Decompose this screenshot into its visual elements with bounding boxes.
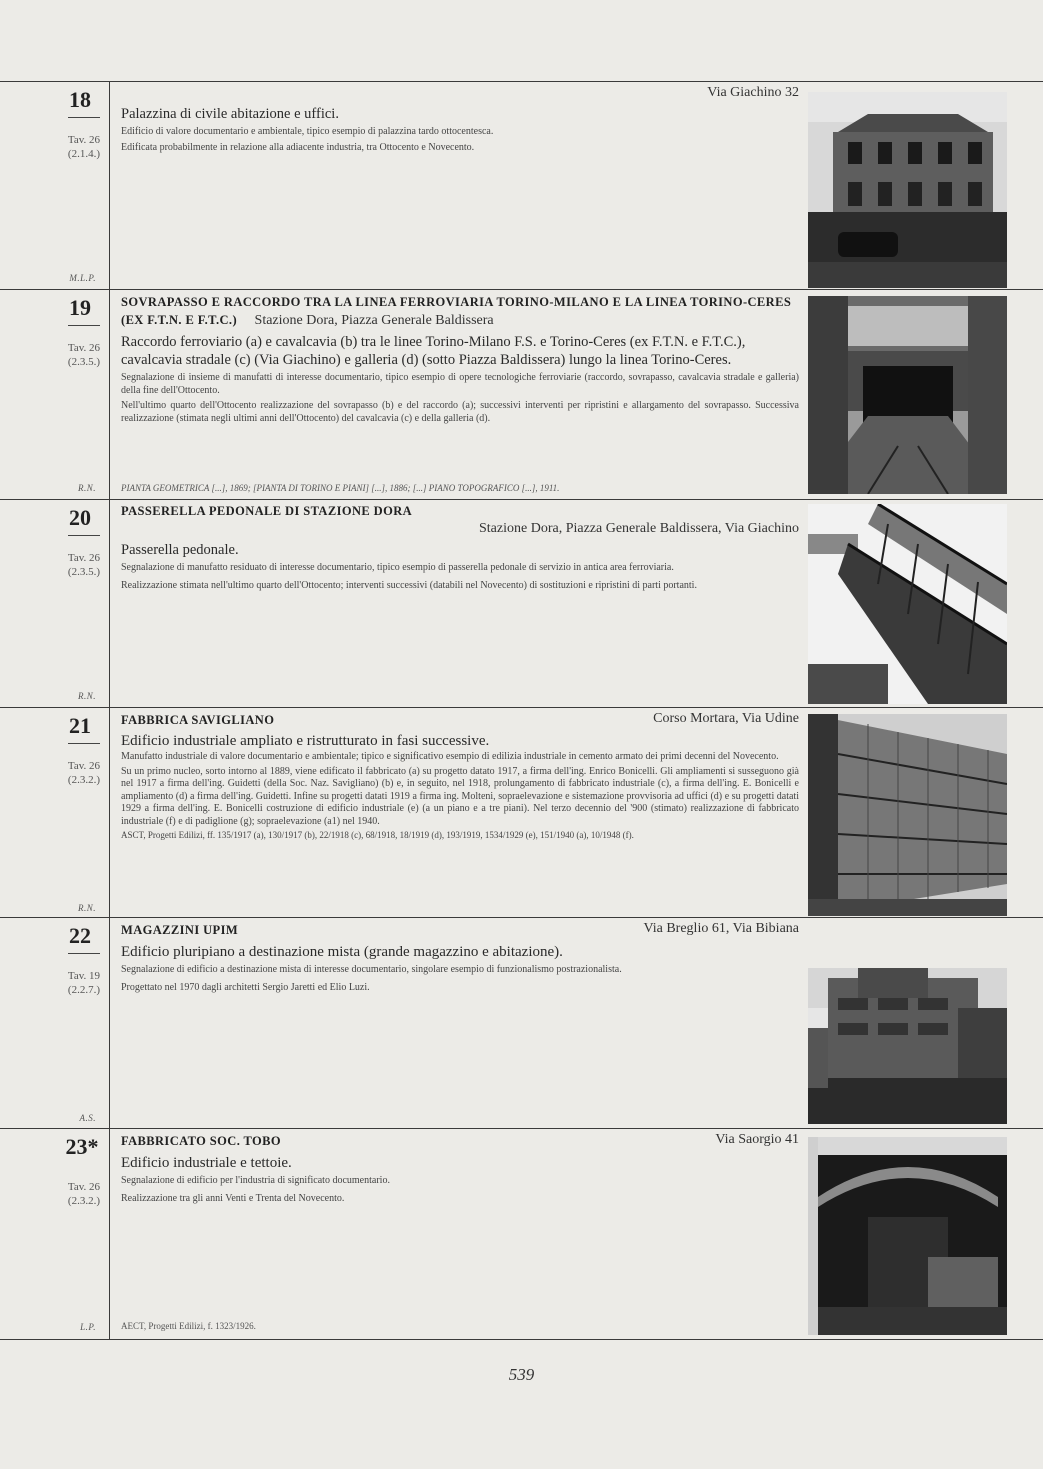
tav-label: Tav. 26 bbox=[67, 342, 100, 354]
note-2: Su un primo nucleo, sorto intorno al 1889, viene edificato il fabbricato (a) su progetto datato 1917, a firma dell'ing. Enrico Bonicelli. Gli ampliamenti si susseguono già nel 1917 a firma dell'ing. Guidetti (della Soc. Naz. Savigliano) (b) e, in seguito, nel 1918, prolungamento di fabbricato industriale (c), a firma dell'ing. E. Bonicelli e ampliamento (d) a firma dell'ing. Guidetti. Infine su progetti datati 1919 a firma ing. Molteni, sopraelevazione e sistemazione provvisoria ad uffici (d) e su progetti datati 1929 a firma dell'ing. E. Bonicelli costruzione di edificio industriale (e) (a un piano e a tre piani). Nel terzo decennio del '900 (stimato) realizzazione di fabbricato industriale (f) e di padiglione (g); sopraelevazione (a1) nel 1940. bbox=[121, 765, 799, 827]
description: Palazzina di civile abitazione e uffici. bbox=[121, 106, 339, 122]
description: Edificio industriale ampliato e ristrutturato in fasi successive. bbox=[121, 733, 490, 749]
description: Passerella pedonale. bbox=[121, 542, 239, 558]
note-1: Segnalazione di manufatto residuato di interesse documentario, tipico esempio di passerella pedonale di servizio in antica area ferroviaria. bbox=[121, 562, 674, 573]
entry-22 bbox=[0, 917, 1043, 1128]
address: Via Breglio 61, Via Bibiana bbox=[643, 921, 799, 936]
author-initials: R.N. bbox=[77, 903, 96, 913]
tavola-ref bbox=[48, 759, 100, 787]
tavola-ref bbox=[48, 1180, 100, 1208]
address: Via Saorgio 41 bbox=[715, 1132, 799, 1147]
author-initials: A.S. bbox=[79, 1113, 96, 1123]
entry-20 bbox=[0, 499, 1043, 707]
source-text: ASCT, Progetti Edilizi, ff. 135/1917 (a), 130/1917 (b), 22/1918 (c), 68/1918, 18/1919 (d), 193/1919, 1534/1929 (e), 151/1940 (a), 10/1948 (f). bbox=[121, 830, 634, 840]
entry-title: FABBRICA SAVIGLIANO bbox=[121, 713, 275, 727]
tav-label: Tav. 26 bbox=[67, 760, 100, 772]
photo-department-store bbox=[808, 968, 1007, 1124]
note-2: Realizzazione stimata nell'ultimo quarto dell'Ottocento; interventi successivi (databili nel Novecento) di sostituzioni e ripristini di parti portanti. bbox=[121, 579, 697, 591]
author-initials: R.N. bbox=[77, 691, 96, 701]
entry-number: 22 bbox=[69, 923, 91, 948]
tav-code: (2.3.2.) bbox=[67, 1195, 100, 1207]
note-2: Realizzazione tra gli anni Venti e Trenta del Novecento. bbox=[121, 1192, 345, 1204]
note-1: Segnalazione di edificio a destinazione mista di interesse documentario, singolare esempio di funzionalismo postrazionalista. bbox=[121, 964, 622, 975]
title-text: SOVRAPASSO E RACCORDO TRA LA LINEA FERROVIARIA TORINO-MILANO E LA LINEA TORINO-CERES (EX F.T.N. E F.T.C.) bbox=[121, 295, 792, 327]
note-2: Progettato nel 1970 dagli architetti Sergio Jaretti ed Elio Luzi. bbox=[121, 981, 370, 993]
photo-palazzina bbox=[808, 92, 1007, 288]
entry-content bbox=[121, 1132, 799, 1205]
tav-label: Tav. 26 bbox=[67, 134, 100, 146]
number-underline bbox=[68, 325, 100, 326]
source-reference bbox=[121, 1321, 799, 1331]
author-initials: L.P. bbox=[80, 1322, 96, 1332]
entry-title: PASSERELLA PEDONALE DI STAZIONE DORA bbox=[121, 504, 413, 518]
tav-code: (2.1.4.) bbox=[67, 148, 100, 160]
tav-label: Tav. 26 bbox=[67, 552, 100, 564]
address: Via Giachino 32 bbox=[707, 85, 799, 100]
note-2: Nell'ultimo quarto dell'Ottocento realizzazione del sovrapasso (b) e del raccordo (a); successivi interventi per ripristini e allargamento del sovrapasso. Successiva realizzazione (stimata negli ultimi anni dell'Ottocento) del cavalcavia (c) e della galleria (d). bbox=[121, 400, 799, 424]
page-number: 539 bbox=[508, 1365, 535, 1384]
description: Edificio industriale e tettoie. bbox=[121, 1155, 292, 1171]
tav-code: (2.3.2.) bbox=[67, 774, 100, 786]
tav-label: Tav. 19 bbox=[67, 970, 100, 982]
photo-factory bbox=[808, 714, 1007, 916]
tavola-ref bbox=[48, 551, 100, 579]
address: Corso Mortara, Via Udine bbox=[653, 711, 799, 726]
tavola-ref bbox=[48, 133, 100, 161]
entry-19 bbox=[0, 289, 1043, 499]
number-underline bbox=[68, 953, 100, 954]
note-1: Edificio di valore documentario e ambientale, tipico esempio di palazzina tardo ottocentesca. bbox=[121, 126, 494, 137]
entry-content bbox=[121, 293, 799, 425]
tav-code: (2.3.5.) bbox=[67, 566, 100, 578]
address: Stazione Dora, Piazza Generale Baldissera, Via Giachino bbox=[479, 521, 799, 536]
entry-content bbox=[121, 503, 799, 592]
description: Raccordo ferroviario (a) e cavalcavia (b) tra le linee Torino-Milano F.S. e Torino-Ceres (ex F.T.N. e F.T.C.), cavalcavia stradale (c) (Via Giachino) e galleria (d) (sotto Piazza Baldissera) lungo la linea Torino-Ceres. bbox=[121, 334, 746, 368]
address: Stazione Dora, Piazza Generale Baldissera bbox=[254, 313, 494, 328]
entry-number: 20 bbox=[69, 505, 91, 530]
entry-content bbox=[121, 921, 799, 994]
rule-bottom bbox=[0, 1339, 1043, 1340]
tav-code: (2.3.5.) bbox=[67, 356, 100, 368]
note-1: Segnalazione di edificio per l'industria di significato documentario. bbox=[121, 1175, 390, 1186]
entry-number: 21 bbox=[69, 713, 91, 738]
author-initials: M.L.P. bbox=[69, 273, 96, 283]
entry-number: 19 bbox=[69, 295, 91, 320]
note-1: Segnalazione di insieme di manufatti di interesse documentario, tipico esempio di opere tecnologiche ferroviarie (raccordo, sovrapasso, cavalcavia stradale e galleria) della fine dell'Ottocento. bbox=[121, 372, 799, 396]
photo-industrial-shed bbox=[808, 1137, 1007, 1335]
note-1: Manufatto industriale di valore documentario e ambientale; tipico e significativo esempio di edilizia industriale in cemento armato dei primi decenni del Novecento. bbox=[121, 751, 779, 762]
entry-title: FABBRICATO SOC. TOBO bbox=[121, 1134, 282, 1148]
photo-railway-tunnel bbox=[808, 296, 1007, 494]
tav-label: Tav. 26 bbox=[67, 1181, 100, 1193]
tavola-ref bbox=[48, 341, 100, 369]
description: Edificio pluripiano a destinazione mista (grande magazzino e abitazione). bbox=[121, 944, 563, 960]
number-underline bbox=[68, 743, 100, 744]
number-underline bbox=[68, 535, 100, 536]
tavola-ref bbox=[48, 969, 100, 997]
source-reference bbox=[121, 830, 799, 841]
source-text: AECT, Progetti Edilizi, f. 1323/1926. bbox=[121, 1321, 256, 1331]
author-initials: R.N. bbox=[77, 483, 96, 493]
note-2: Edificata probabilmente in relazione alla adiacente industria, tra Ottocento e Novecento. bbox=[121, 141, 475, 153]
entry-content bbox=[121, 711, 799, 841]
entry-title: MAGAZZINI UPIM bbox=[121, 923, 239, 937]
entry-18 bbox=[0, 81, 1043, 289]
entry-title bbox=[121, 293, 799, 330]
entry-number: 18 bbox=[69, 87, 91, 112]
entry-23 bbox=[0, 1128, 1043, 1339]
tav-code: (2.2.7.) bbox=[67, 984, 100, 996]
entry-content bbox=[121, 85, 799, 154]
number-underline bbox=[68, 117, 100, 118]
photo-footbridge bbox=[808, 504, 1007, 704]
entry-number: 23* bbox=[65, 1134, 99, 1159]
source-reference bbox=[121, 483, 799, 493]
source-text: PIANTA GEOMETRICA [...], 1869; [PIANTA DI TORINO E PIANI] [...], 1886; [...] PIANO TOPOGRAFICO [...], 1911. bbox=[121, 483, 560, 493]
entry-21 bbox=[0, 707, 1043, 917]
